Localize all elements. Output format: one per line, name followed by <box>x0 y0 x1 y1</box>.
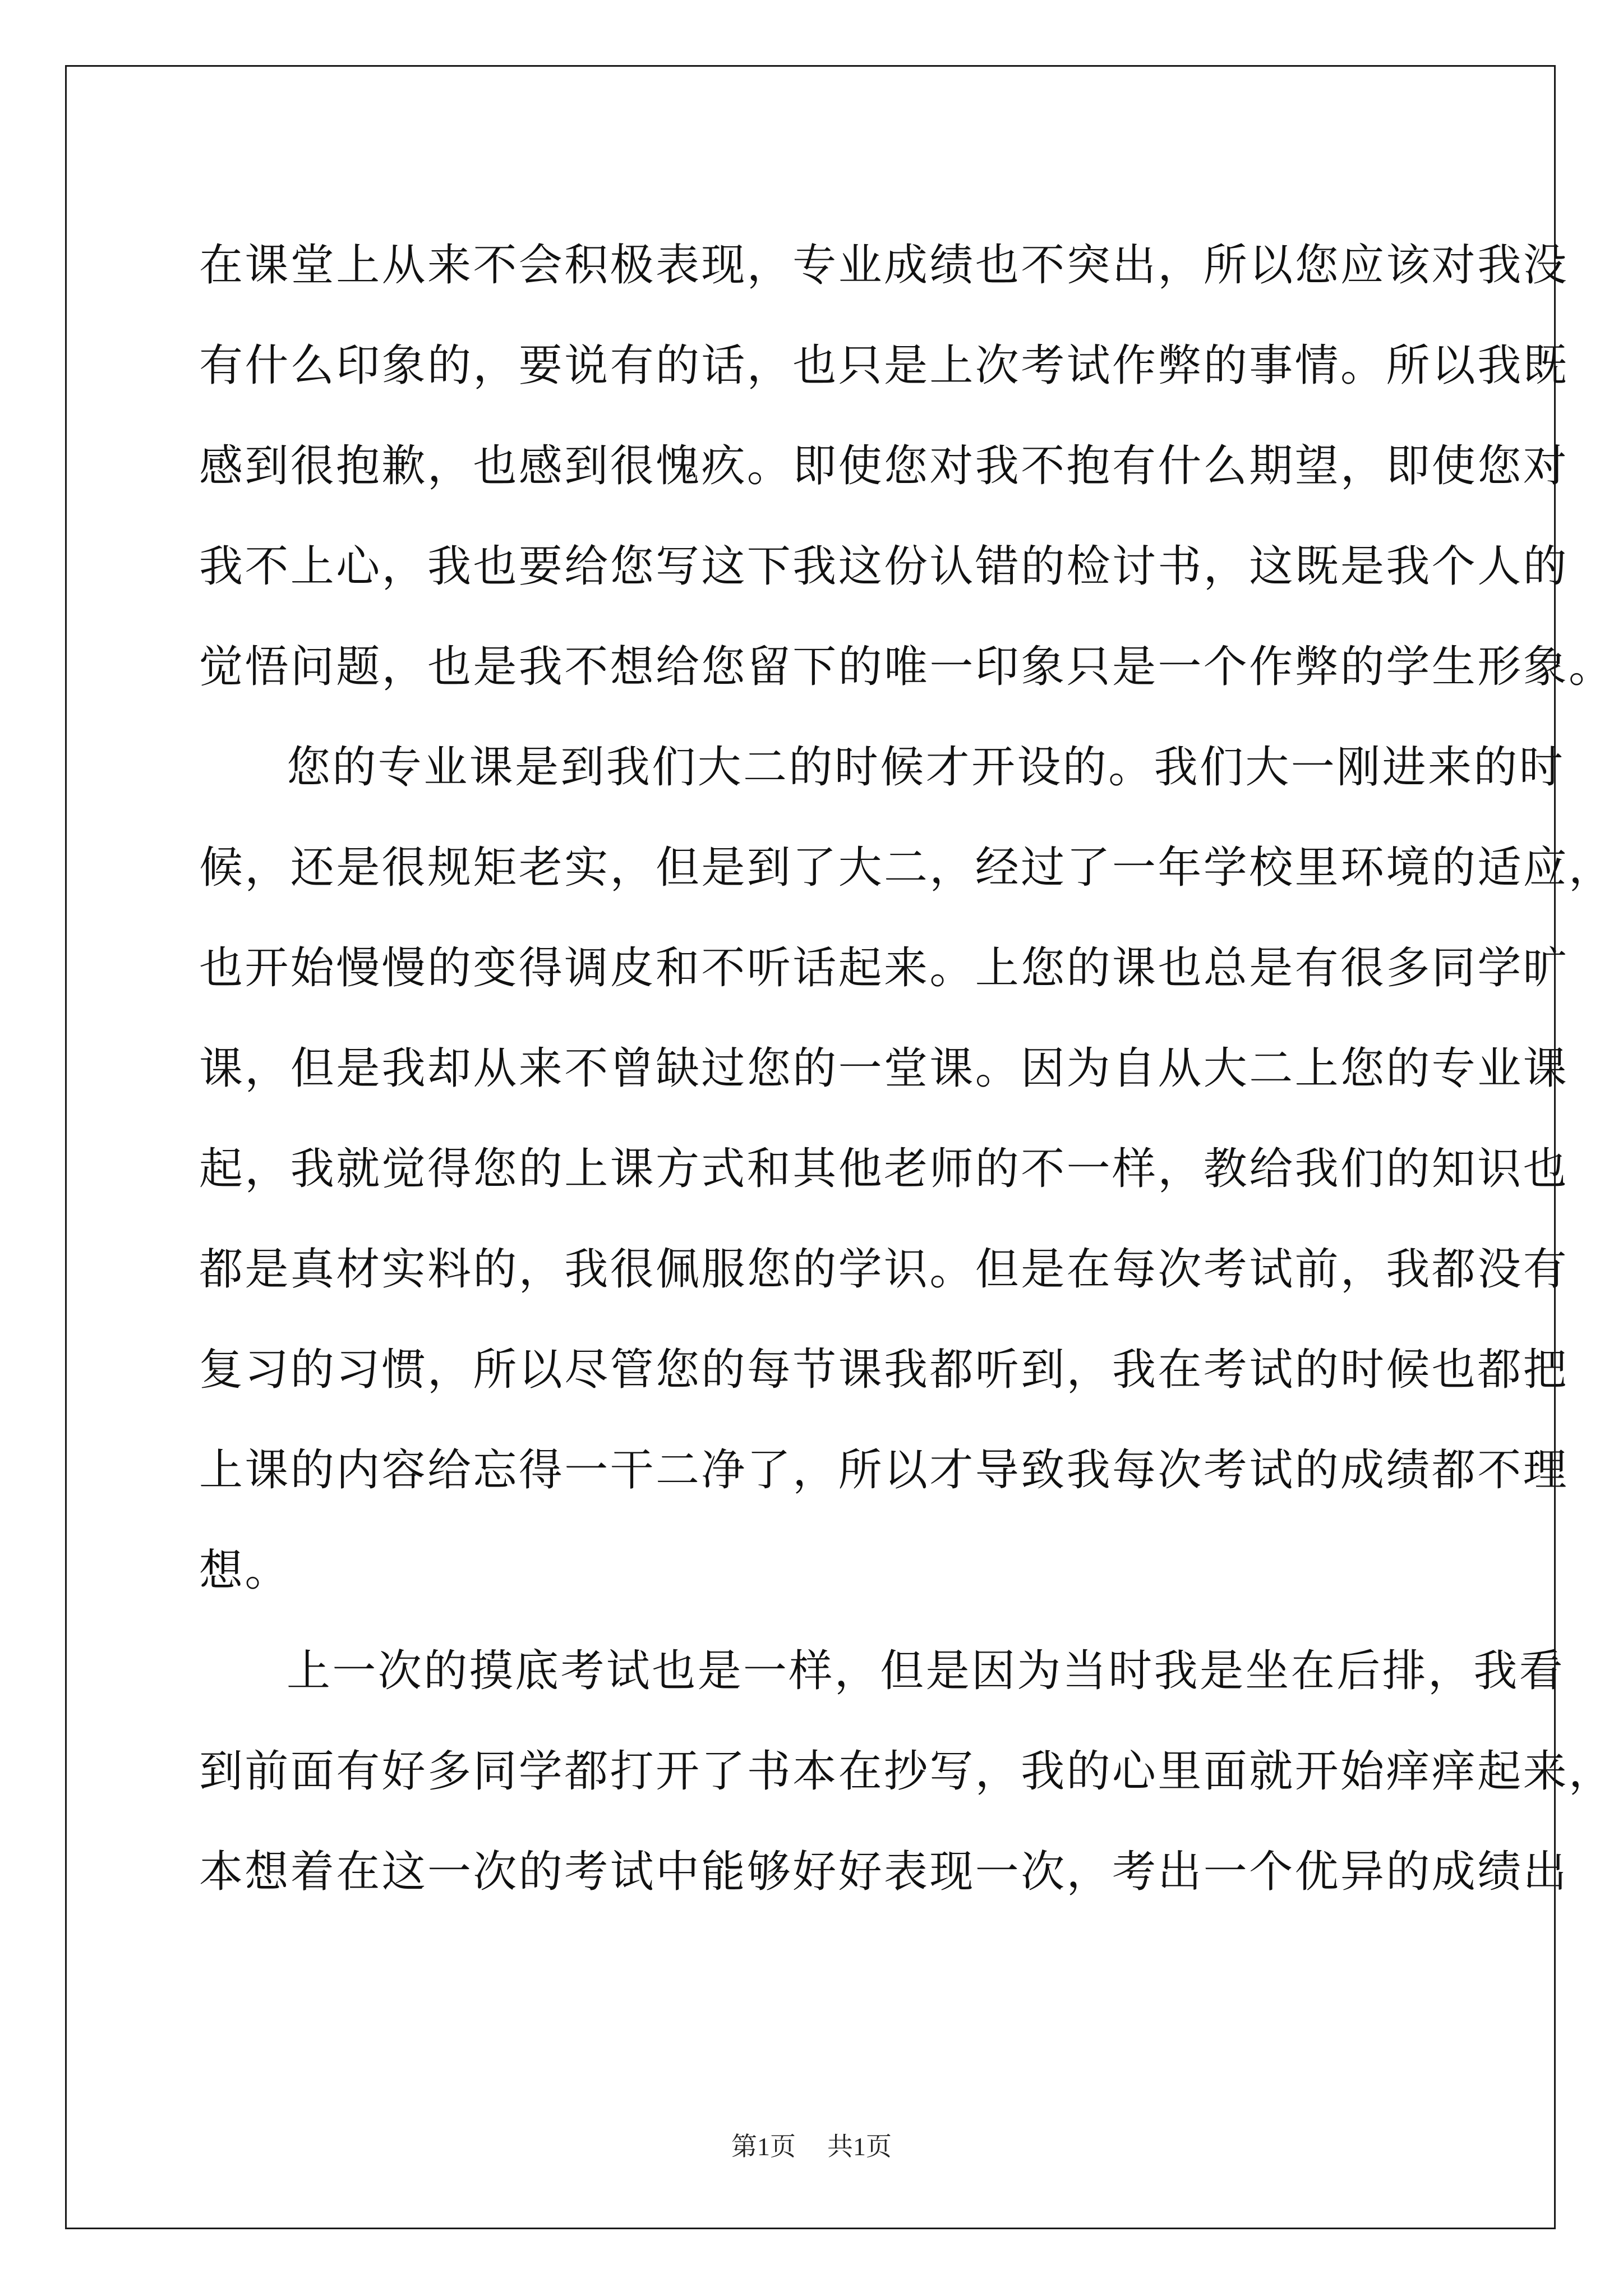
text-line: 本想着在这一次的考试中能够好好表现一次，考出一个优异的成绩出 <box>199 1847 1569 1897</box>
text-line: 有什么印象的，要说有的话，也只是上次考试作弊的事情。所以我既 <box>199 341 1569 391</box>
text-line: 上课的内容给忘得一干二净了，所以才导致我每次考试的成绩都不理 <box>199 1445 1569 1496</box>
text-line: 我不上心，我也要给您写这下我这份认错的检讨书，这既是我个人的 <box>199 541 1569 592</box>
text-line: 课，但是我却从来不曾缺过您的一堂课。因为自从大二上您的专业课 <box>199 1043 1569 1094</box>
paragraph-first-line: 您的专业课是到我们大二的时候才开设的。我们大一刚进来的时 <box>287 742 1565 793</box>
text-line: 觉悟问题，也是我不想给您留下的唯一印象只是一个作弊的学生形象。 <box>199 642 1615 692</box>
document-body <box>199 215 1615 1922</box>
page-total: 共1页 <box>827 2132 892 2161</box>
text-line: 到前面有好多同学都打开了书本在抄写，我的心里面就开始痒痒起来， <box>199 1746 1615 1797</box>
paragraph-first-line: 上一次的摸底考试也是一样，但是因为当时我是坐在后排，我看 <box>287 1646 1565 1696</box>
text-line: 都是真材实料的，我很佩服您的学识。但是在每次考试前，我都没有 <box>199 1244 1569 1295</box>
page-number: 第1页 <box>731 2132 796 2161</box>
text-line: 想。 <box>199 1545 291 1596</box>
text-line: 候，还是很规矩老实，但是到了大二，经过了一年学校里环境的适应， <box>199 843 1615 893</box>
text-line: 起，我就觉得您的上课方式和其他老师的不一样，教给我们的知识也 <box>199 1144 1569 1194</box>
text-line: 复习的习惯，所以尽管您的每节课我都听到，我在考试的时候也都把 <box>199 1345 1569 1395</box>
text-line: 也开始慢慢的变得调皮和不听话起来。上您的课也总是有很多同学旷 <box>199 943 1569 993</box>
text-line: 在课堂上从来不会积极表现，专业成绩也不突出，所以您应该对我没 <box>199 240 1569 291</box>
page-footer <box>0 2126 1623 2163</box>
text-line: 感到很抱歉，也感到很愧疚。即使您对我不抱有什么期望，即使您对 <box>199 441 1569 491</box>
